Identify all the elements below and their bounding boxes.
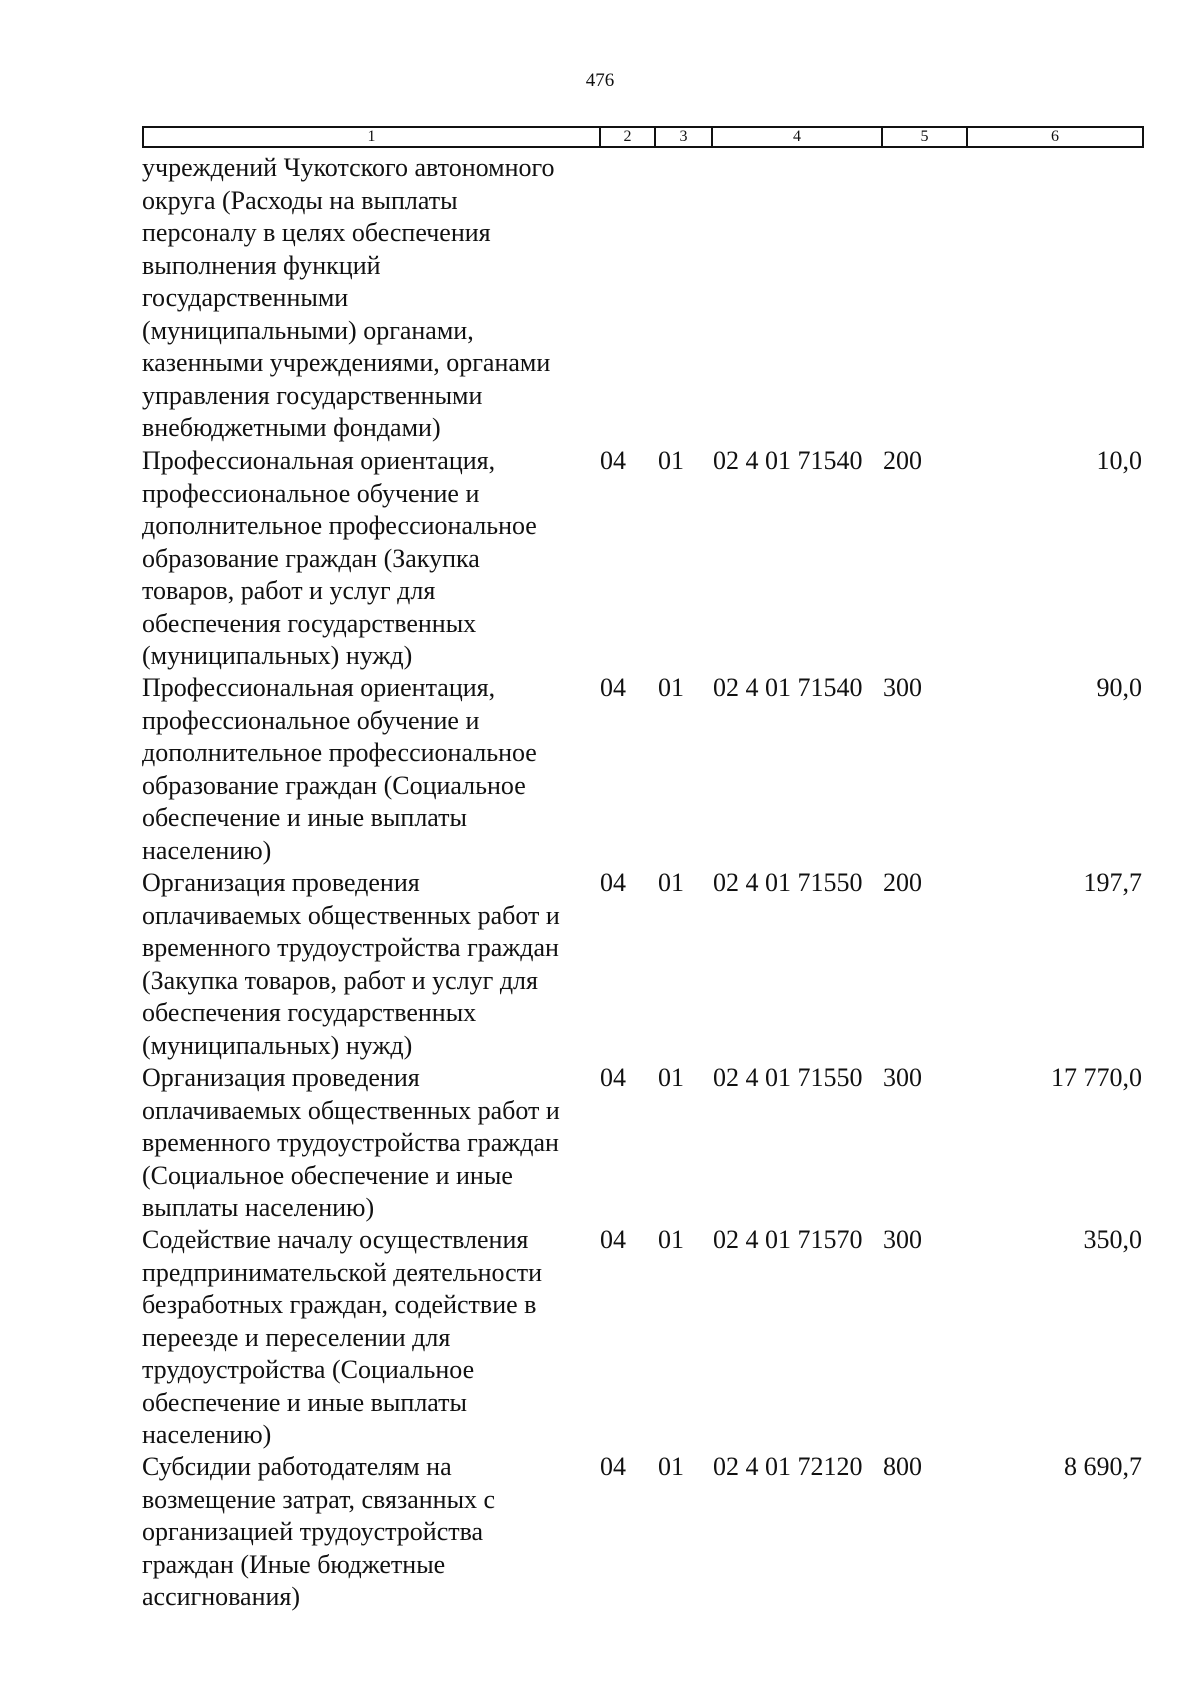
- subsection-code: 01: [658, 868, 684, 897]
- amount: 10,0: [1096, 446, 1142, 475]
- text-line: дополнительное профессиональное: [142, 738, 537, 767]
- text-line: временного трудоустройства граждан: [142, 1128, 559, 1157]
- section-code: 04: [600, 868, 626, 897]
- column-header-3: 3: [655, 127, 712, 147]
- row-description: [142, 672, 604, 867]
- text-line: переезде и переселении для: [142, 1322, 451, 1352]
- text-line: Профессиональная ориентация,: [142, 673, 496, 702]
- subsection-code: 01: [658, 673, 684, 702]
- row-description: [142, 1224, 604, 1452]
- page-number: 476: [585, 70, 615, 91]
- text-line: (муниципальных) нужд): [142, 641, 413, 670]
- expense-type-code: 800: [883, 1452, 922, 1481]
- text-line: Организация проведения: [142, 868, 420, 897]
- text-line: Организация проведения: [142, 1063, 420, 1092]
- text-line: граждан (Иные бюджетные: [142, 1549, 446, 1579]
- text-line: обеспечение и иные выплаты: [142, 1387, 467, 1417]
- section-code: 04: [600, 1063, 626, 1092]
- expense-type-code: 300: [883, 1063, 922, 1092]
- text-line: оплачиваемых общественных работ и: [142, 900, 560, 930]
- text-line: профессиональное обучение и: [142, 478, 480, 508]
- text-line: товаров, работ и услуг для: [142, 576, 436, 605]
- subsection-code: 01: [658, 446, 684, 475]
- column-header-6: 6: [967, 127, 1143, 147]
- amount: 350,0: [1083, 1225, 1142, 1254]
- amount: 197,7: [1083, 868, 1142, 897]
- row-description: [142, 867, 604, 1062]
- text-line: государственными: [142, 283, 349, 312]
- text-line: населению): [142, 835, 272, 865]
- text-line: населению): [142, 1420, 272, 1449]
- target-article-code: 02 4 01 71570: [713, 1225, 863, 1254]
- text-line: Профессиональная ориентация,: [142, 446, 496, 475]
- text-line: обеспечение и иные выплаты: [142, 803, 467, 832]
- amount: 17 770,0: [1051, 1063, 1142, 1092]
- text-line: безработных граждан, содействие в: [142, 1290, 537, 1319]
- text-line: обеспечения государственных: [142, 998, 477, 1027]
- text-line: казенными учреждениями, органами: [142, 348, 551, 377]
- expense-type-code: 300: [883, 673, 922, 702]
- text-line: образование граждан (Закупка: [142, 543, 480, 573]
- target-article-code: 02 4 01 71540: [713, 446, 863, 475]
- text-line: временного трудоустройства граждан: [142, 933, 559, 962]
- text-line: (муниципальных) нужд): [142, 1030, 413, 1060]
- section-code: 04: [600, 1452, 626, 1481]
- text-line: профессиональное обучение и: [142, 705, 480, 735]
- column-header-2: 2: [600, 127, 655, 147]
- text-line: персоналу в целях обеспечения: [142, 218, 491, 247]
- text-line: Субсидии работодателям на: [142, 1452, 452, 1481]
- text-line: трудоустройства (Социальное: [142, 1355, 475, 1384]
- text-line: организацией трудоустройства: [142, 1517, 484, 1546]
- text-line: выполнения функций: [142, 250, 381, 280]
- section-code: 04: [600, 673, 626, 702]
- column-header-1: 1: [143, 127, 600, 147]
- text-line: округа (Расходы на выплаты: [142, 185, 458, 215]
- text-line: (Закупка товаров, работ и услуг для: [142, 965, 538, 995]
- text-line: Содействие началу осуществления: [142, 1225, 529, 1254]
- subsection-code: 01: [658, 1452, 684, 1481]
- column-header-row: [143, 127, 1143, 147]
- section-code: 04: [600, 1225, 626, 1254]
- target-article-code: 02 4 01 71540: [713, 673, 863, 702]
- amount: 90,0: [1096, 673, 1142, 702]
- text-line: учреждений Чукотского автономного: [142, 153, 555, 182]
- row-description: [142, 1062, 604, 1225]
- text-line: обеспечения государственных: [142, 608, 477, 638]
- text-line: (Социальное обеспечение и иные: [142, 1160, 513, 1190]
- subsection-code: 01: [658, 1225, 684, 1254]
- row-description: [142, 445, 604, 673]
- text-line: внебюджетными фондами): [142, 413, 441, 442]
- text-line: (муниципальными) органами,: [142, 315, 474, 345]
- text-line: образование граждан (Социальное: [142, 770, 526, 800]
- target-article-code: 02 4 01 71550: [713, 1063, 863, 1092]
- subsection-code: 01: [658, 1063, 684, 1092]
- column-header-table: [142, 126, 1144, 148]
- target-article-code: 02 4 01 71550: [713, 868, 863, 897]
- text-line: ассигнования): [142, 1582, 301, 1611]
- text-line: дополнительное профессиональное: [142, 511, 537, 540]
- text-line: предпринимательской деятельности: [142, 1257, 542, 1287]
- text-line: возмещение затрат, связанных с: [142, 1484, 496, 1514]
- row-description: [142, 1451, 604, 1614]
- continuation-text: [142, 152, 604, 445]
- text-line: оплачиваемых общественных работ и: [142, 1095, 560, 1125]
- text-line: выплаты населению): [142, 1193, 375, 1222]
- column-header-4: 4: [712, 127, 882, 147]
- amount: 8 690,7: [1064, 1452, 1142, 1481]
- target-article-code: 02 4 01 72120: [713, 1452, 863, 1481]
- expense-type-code: 200: [883, 446, 922, 475]
- section-code: 04: [600, 446, 626, 475]
- expense-type-code: 300: [883, 1225, 922, 1254]
- column-header-5: 5: [882, 127, 967, 147]
- text-line: управления государственными: [142, 380, 483, 410]
- expense-type-code: 200: [883, 868, 922, 897]
